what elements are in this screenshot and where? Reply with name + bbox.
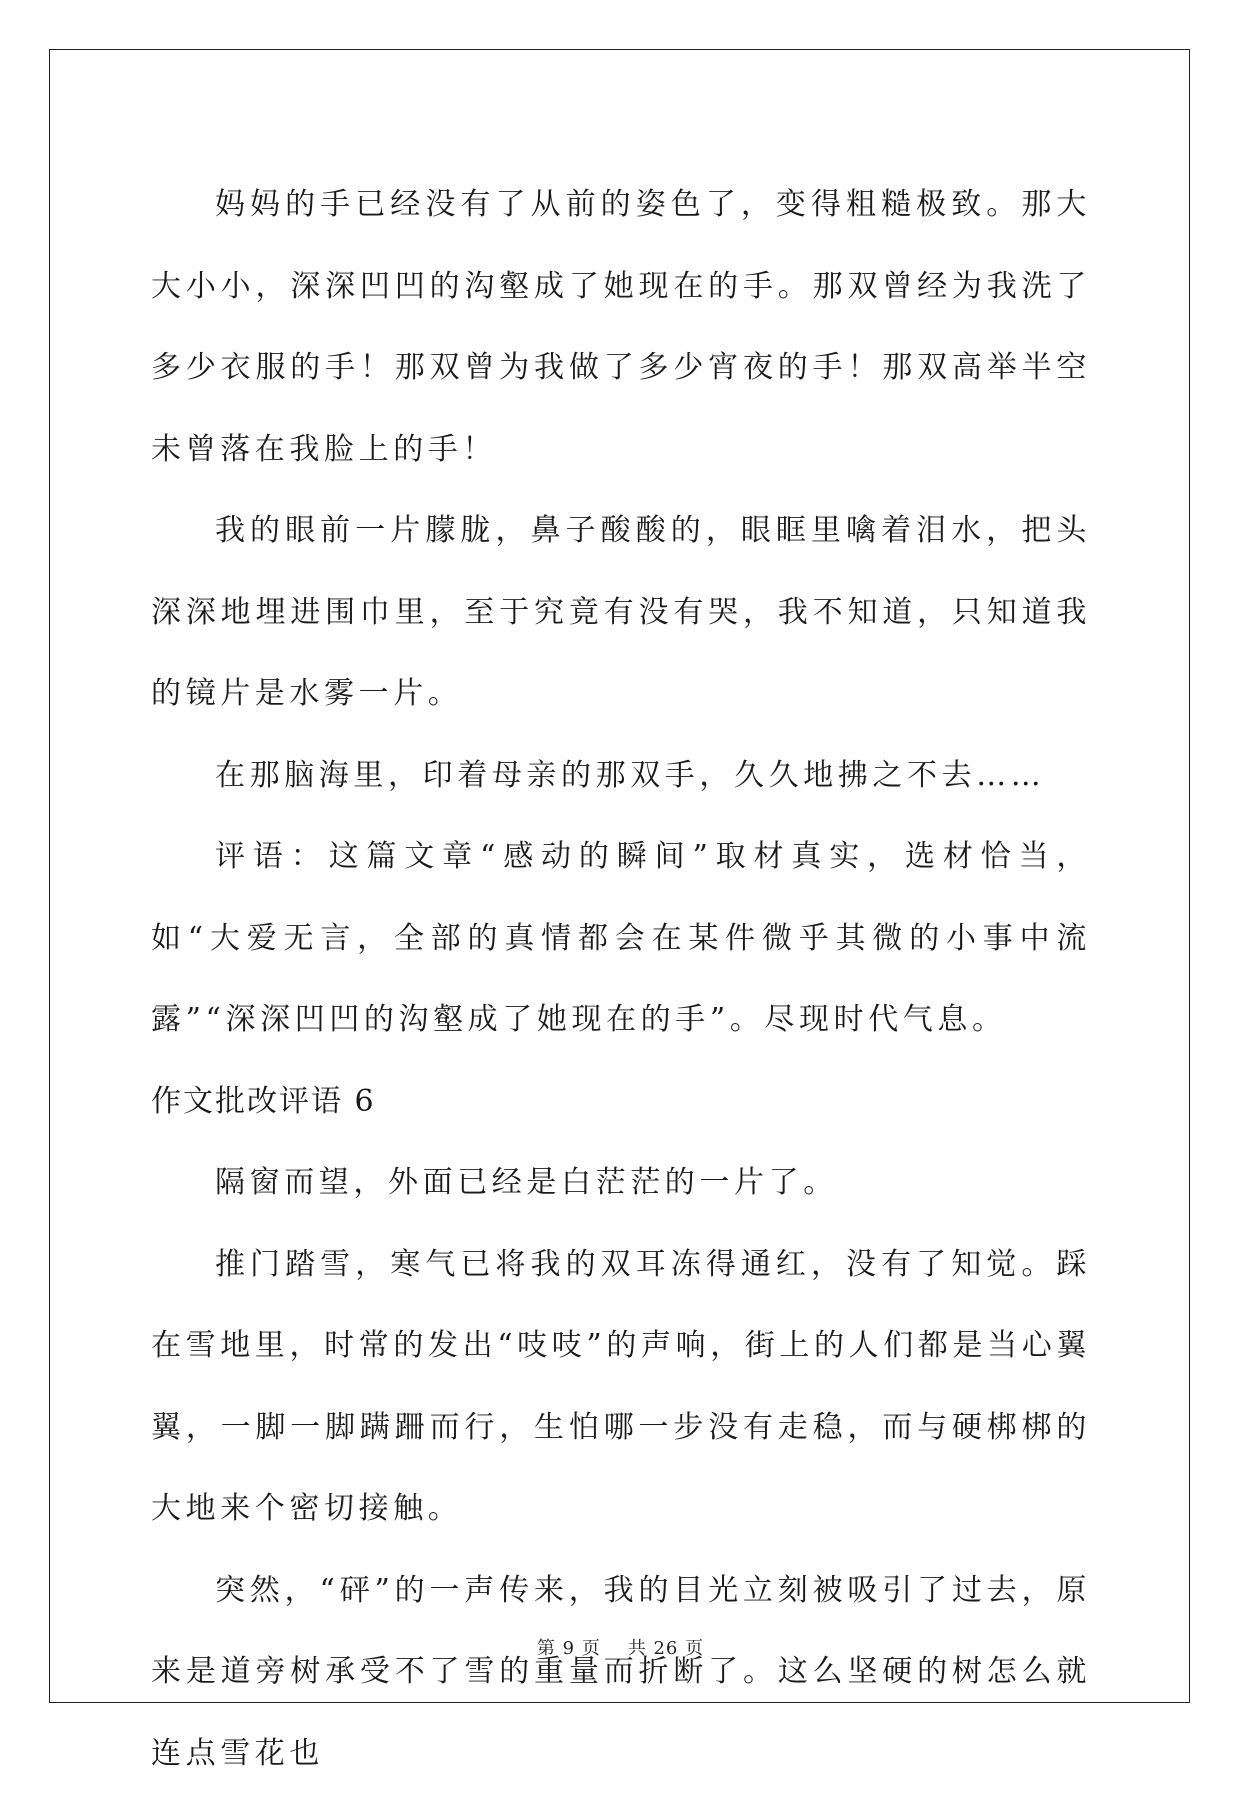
page-number: 第 9 页 xyxy=(537,1638,601,1659)
paragraph-memory: 在那脑海里，印着母亲的那双手，久久地拂之不去…… xyxy=(151,735,1091,817)
section-heading: 作文批改评语 6 xyxy=(151,1061,1091,1143)
paragraph-tears: 我的眼前一片朦胧，鼻子酸酸的，眼眶里噙着泪水，把头深深地埋进围巾里，至于究竟有没有哭，我不知道，只知道我的镜片是水雾一片。 xyxy=(151,490,1091,735)
footer-gap xyxy=(601,1638,628,1659)
document-body xyxy=(151,164,1091,1794)
page-total: 共 26 页 xyxy=(628,1638,704,1659)
paragraph-mother-hands: 妈妈的手已经没有了从前的姿色了，变得粗糙极致。那大大小小，深深凹凹的沟壑成了她现在的手。那双曾经为我洗了多少衣服的手！那双曾为我做了多少宵夜的手！那双高举半空未曾落在我脸上的手！ xyxy=(151,164,1091,490)
paragraph-snow-walk: 推门踏雪，寒气已将我的双耳冻得通红，没有了知觉。踩在雪地里，时常的发出“吱吱”的声响，街上的人们都是当心翼翼，一脚一脚蹒跚而行，生怕哪一步没有走稳，而与硬梆梆的大地来个密切接触。 xyxy=(151,1224,1091,1550)
paragraph-comment: 评语：这篇文章“感动的瞬间”取材真实，选材恰当，如“大爱无言，全部的真情都会在某件微乎其微的小事中流露”“深深凹凹的沟壑成了她现在的手”。尽现时代气息。 xyxy=(151,816,1091,1061)
paragraph-window: 隔窗而望，外面已经是白茫茫的一片了。 xyxy=(151,1142,1091,1224)
paragraph-tree: 突然，“砰”的一声传来，我的目光立刻被吸引了过去，原来是道旁树承受不了雪的重量而折断了。这么坚硬的树怎么就连点雪花也 xyxy=(151,1550,1091,1794)
page-footer xyxy=(0,1634,1241,1660)
